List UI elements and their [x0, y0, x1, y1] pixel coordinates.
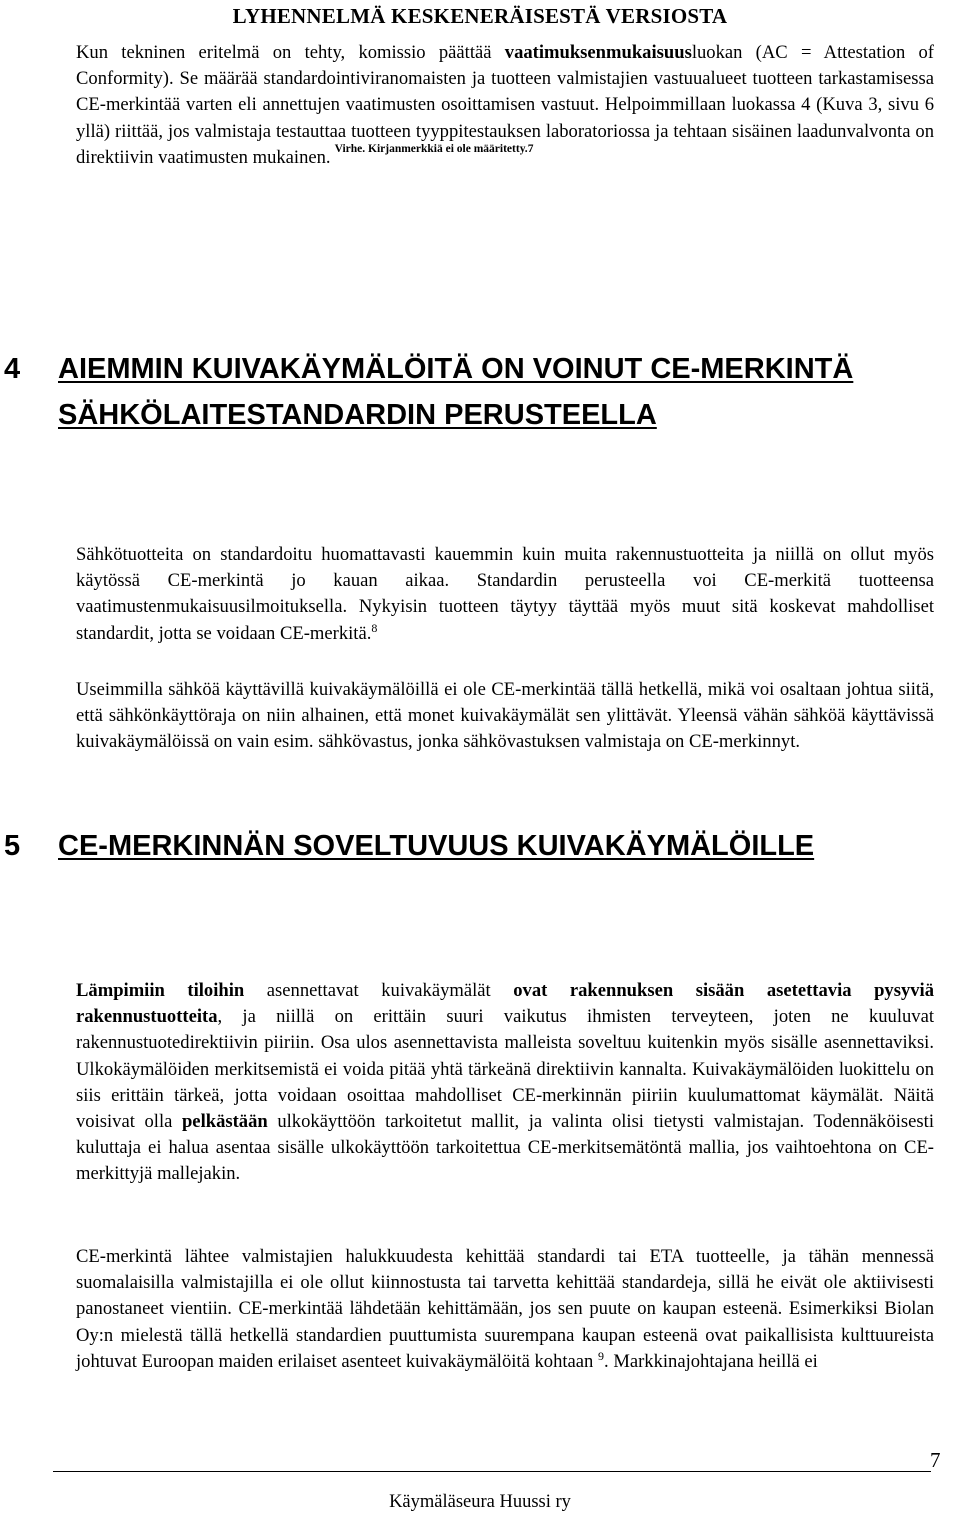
bookmark-error-note — [335, 143, 534, 155]
section-4-paragraph-1 — [76, 542, 934, 647]
footnote-ref-8: 8 — [371, 620, 378, 635]
section-5-paragraph-2-end: . Markkinajohtajana heillä ei — [604, 1350, 818, 1372]
running-header: LYHENNELMÄ KESKENERÄISESTÄ VERSIOSTA — [232, 4, 728, 28]
section-5-text-a: asennettavat kuivakäymälät — [244, 980, 514, 1001]
section-4-heading — [0, 346, 940, 438]
intro-text-start: Kun tekninen eritelmä on tehty, komissio päättää — [76, 42, 505, 63]
footer-organization: Käymäläseura Huussi ry — [389, 1492, 571, 1512]
section-5-paragraph-1 — [76, 978, 934, 1188]
footnote-ref-7: 7 — [527, 142, 534, 155]
bold-warm-spaces: Lämpimiin tiloihin — [76, 980, 245, 1001]
bold-only: pelkästään — [181, 1111, 268, 1133]
error-note-text: Virhe. Kirjanmerkkiä ei ole määritetty. — [334, 142, 528, 155]
footer-divider — [53, 1471, 931, 1472]
section-4-paragraph-1-text: Sähkötuotteita on standardoitu huomattavasti kauemmin kuin muita rakennustuotteita ja niillä on ollut myös käytössä CE-merkintä jo kauan aikaa. Standardin perusteella voi CE-merkitä tuotteensa vaatimustenmukaisuusilmoituksella. Nykyisin tuotteen täytyy täyttää myös muut sitä koskevat mahdolliset standardit, jotta se voidaan CE-merkitä. — [76, 544, 934, 644]
section-4-number: 4 — [4, 353, 21, 385]
footnote-ref-9: 9 — [598, 1348, 605, 1363]
bold-permanent-products: ovat rakennuksen sisään asetettavia pysyviä rakennustuotteita — [76, 980, 935, 1028]
section-5-heading — [0, 823, 940, 869]
intro-paragraph — [76, 40, 934, 173]
page-number: 7 — [930, 1448, 941, 1472]
section-4-title: AIEMMIN KUIVAKÄYMÄLÖITÄ ON VOINUT CE-MERKINTÄ SÄHKÖLAITESTANDARDIN PERUSTEELLA — [58, 353, 854, 431]
intro-text-rest: luokan (AC = Attestation of Conformity). Se määrää standardointiviranomaisten ja tuotteen valmistajien vastuualueet tuotteen tarkastamisessa CE-merkintää varten eli annettujen vaatimusten osoittamisen vastuut. Helpoimmillaan luokassa 4 (Kuva 3, sivu 6 yllä) riittää, jos valmistaja testauttaa tuotteen tyyppitestauksen laboratoriossa ja tehtaan sisäinen laadunvalvonta on direktiivin vaatimusten mukainen. — [76, 42, 935, 168]
intro-bold-term: vaatimuksenmukaisuus — [504, 42, 692, 63]
section-5-text-c: ulkokäyttöön tarkoitetut mallit, ja valinta olisi tietysti valmistajan. Todennäköisesti kuluttaja ei halua asentaa sisälle ulkokäyttöön tarkoitettua CE-merkitsemätöntä mallia, jos vaihtoehtona on CE-merkittyjä mallejakin. — [76, 1111, 934, 1185]
section-4-paragraph-2: Useimmilla sähköä käyttävillä kuivakäymälöillä ei ole CE-merkintää tällä hetkellä, mikä voi osaltaan johtua siitä, että sähkönkäyttöraja on niin alhainen, että monet kuivakäymälät sen ylittävät. Yleensä vähän sähköä käyttävissä kuivakäymälöissä on vain esim. sähkövastus, jonka sähkövastuksen valmistaja on CE-merkinnyt. — [76, 679, 934, 753]
section-5-paragraph-2 — [76, 1244, 934, 1375]
section-5-title: CE-MERKINNÄN SOVELTUVUUS KUIVAKÄYMÄLÖILLE — [58, 830, 815, 862]
section-5-paragraph-2-text: CE-merkintä lähtee valmistajien halukkuudesta kehittää standardi tai ETA tuotteelle, ja tähän mennessä suomalaisilla valmistajilla ei ole ollut kiinnostusta tai tarvetta kehittää standardeja, sillä he eivät ole aktiivisesti panostaneet vientiin. CE-merkintää lähdetään kehittämään, jos sen puute on kaupan esteenä. Esimerkiksi Biolan Oy:n mielestä tällä hetkellä standardien puuttumista suurempana kaupan esteenä ovat paikallisista kulttuureista johtuvat Euroopan maiden erilaiset asenteet kuivakäymälöitä kohtaan — [76, 1246, 934, 1372]
section-5-text-b: , ja niillä on erittäin suuri vaikutus ihmisten terveyteen, joten ne kuuluvat rakennustuotedirektiivin piiriin. Osa ulos asennettavista malleista soveltuu kuitenkin myös sisälle asennettaviksi. Ulkokäymälöiden merkitsemistä ei voida pitää yhtä tärkeänä direktiivin kannalta. Kuivakäymälöiden luokittelu on siis erittäin tärkeä, jotta voidaan osoittaa mahdolliset CE-merkinnän piiriin kuulumattomat käymälät. Näitä voisivat olla — [76, 1006, 934, 1133]
section-5-number: 5 — [4, 830, 21, 862]
